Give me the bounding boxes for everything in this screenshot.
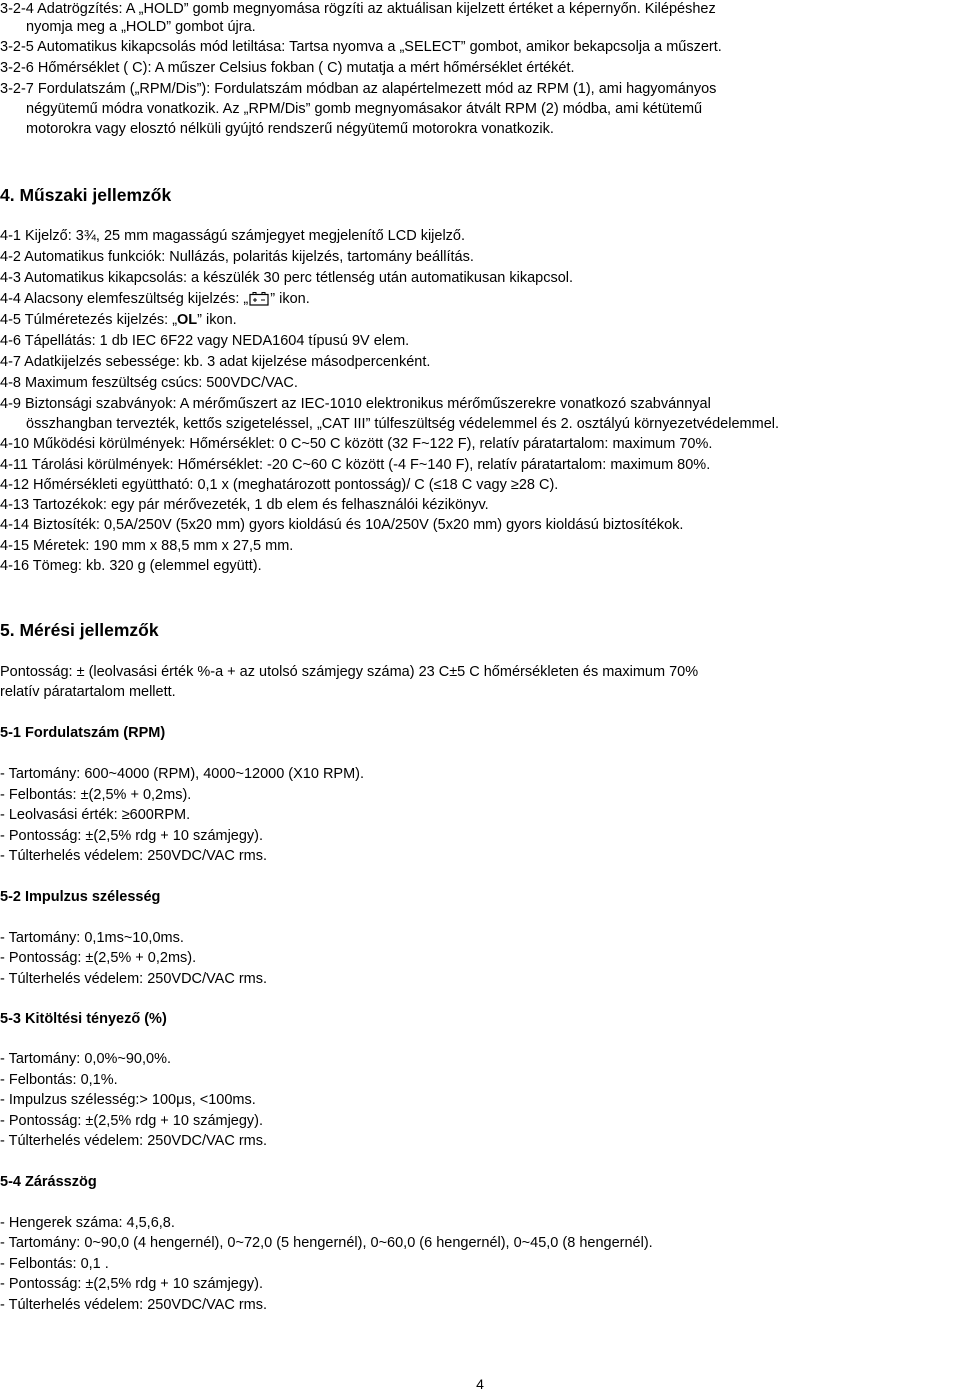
- list-item: - Felbontás: 0,1 .: [0, 1256, 109, 1272]
- para-3-2-6: 3-2-6 Hőmérséklet ( C): A műszer Celsius fokban ( C) mutatja a mért hőmérséklet értékét.: [0, 60, 575, 76]
- para-3-2-5: 3-2-5 Automatikus kikapcsolás mód letiltása: Tartsa nyomva a „SELECT” gombot, amikor bekapcsolja a műszert.: [0, 39, 722, 55]
- spec-4-4: [0, 290, 310, 308]
- spec-4-1: 4-1 Kijelző: 3¾, 25 mm magasságú számjegyet megjelenítő LCD kijelző.: [0, 228, 466, 244]
- list-item: - Felbontás: ±(2,5% + 0,2ms).: [0, 787, 192, 803]
- list-item: - Túlterhelés védelem: 250VDC/VAC rms.: [0, 1297, 268, 1313]
- spec-4-5-suffix: ” ikon.: [197, 312, 237, 328]
- para-3-2-7: 3-2-7 Fordulatszám („RPM/Dis”): Fordulatszám módban az alapértelmezett mód az RPM (1), ami hagyományos: [0, 81, 717, 97]
- spec-4-6: 4-6 Tápellátás: 1 db IEC 6F22 vagy NEDA1604 típusú 9V elem.: [0, 333, 410, 349]
- overload-label: OL: [177, 312, 198, 328]
- spec-4-5-text: 4-5 Túlméretezés kijelzés: „: [0, 312, 178, 328]
- low-battery-icon: [249, 292, 269, 305]
- accuracy-line-1: Pontosság: ± (leolvasási érték %-a + az utolsó számjegy száma) 23 C±5 C hőmérsékleten és maximum 70%: [0, 664, 699, 680]
- page-number: 4: [476, 1376, 484, 1392]
- list-item: - Pontosság: ±(2,5% rdg + 10 számjegy).: [0, 1113, 264, 1129]
- spec-4-9-cont: összhangban tervezték, kettős szigeteléssel, „CAT III” túlfeszültség védelemmel és 2. osztályú környezetvédelemmel.: [26, 416, 780, 432]
- spec-4-13: 4-13 Tartozékok: egy pár mérővezeték, 1 db elem és felhasználói kézikönyv.: [0, 497, 489, 513]
- spec-4-9: 4-9 Biztonsági szabványok: A mérőműszert az IEC-1010 elektronikus mérőműszerekre vonatkozó szabvánnyal: [0, 396, 711, 412]
- list-item: - Impulzus szélesség:> 100μs, <100ms.: [0, 1092, 256, 1108]
- spec-4-8: 4-8 Maximum feszültség csúcs: 500VDC/VAC.: [0, 375, 298, 391]
- subsection-5-4-title: 5-4 Zárásszög: [0, 1174, 97, 1190]
- list-item: - Hengerek száma: 4,5,6,8.: [0, 1215, 175, 1231]
- list-item: - Tartomány: 0,0%~90,0%.: [0, 1051, 172, 1067]
- list-item: - Pontosság: ±(2,5% + 0,2ms).: [0, 950, 197, 966]
- list-item: - Pontosság: ±(2,5% rdg + 10 számjegy).: [0, 1276, 264, 1292]
- section-4-heading: 4. Műszaki jellemzők: [0, 185, 172, 205]
- spec-4-12: 4-12 Hőmérsékleti együttható: 0,1 x (meghatározott pontosság)/ C (≤18 C vagy ≥28 C).: [0, 477, 559, 493]
- spec-4-2: 4-2 Automatikus funkciók: Nullázás, polaritás kijelzés, tartomány beállítás.: [0, 249, 474, 265]
- para-3-2-4: 3-2-4 Adatrögzítés: A „HOLD” gomb megnyomása rögzíti az aktuálisan kijelzett értéket a képernyőn. Kilépéshez: [0, 1, 716, 17]
- spec-4-14: 4-14 Biztosíték: 0,5A/250V (5x20 mm) gyors kioldású és 10A/250V (5x20 mm) gyors kioldású biztosítékok.: [0, 517, 684, 533]
- subsection-5-3-title: 5-3 Kitöltési tényező (%): [0, 1011, 167, 1027]
- spec-4-4-text: 4-4 Alacsony elemfeszültség kijelzés: „: [0, 291, 249, 307]
- accuracy-line-2: relatív páratartalom mellett.: [0, 684, 176, 700]
- spec-4-5: [0, 311, 237, 329]
- subsection-5-2-title: 5-2 Impulzus szélesség: [0, 889, 161, 905]
- spec-4-4-suffix: ” ikon.: [270, 291, 310, 307]
- list-item: - Felbontás: 0,1%.: [0, 1072, 118, 1088]
- spec-4-11: 4-11 Tárolási körülmények: Hőmérséklet: -20 C~60 C között (-4 F~140 F), relatív páratartalom: maximum 80%.: [0, 457, 711, 473]
- subsection-5-1-title: 5-1 Fordulatszám (RPM): [0, 725, 166, 741]
- spec-4-10: 4-10 Működési körülmények: Hőmérséklet: 0 C~50 C között (32 F~122 F), relatív páratartalom: maximum 70%.: [0, 436, 713, 452]
- list-item: - Túlterhelés védelem: 250VDC/VAC rms.: [0, 971, 268, 987]
- spec-4-7: 4-7 Adatkijelzés sebessége: kb. 3 adat kijelzése másodpercenként.: [0, 354, 431, 370]
- list-item: - Leolvasási érték: ≥600RPM.: [0, 807, 191, 823]
- section-5-heading: 5. Mérési jellemzők: [0, 620, 159, 640]
- list-item: - Tartomány: 0~90,0 (4 hengernél), 0~72,0 (5 hengernél), 0~60,0 (6 hengernél), 0~45,0 (8 hengernél).: [0, 1235, 653, 1251]
- spec-4-16: 4-16 Tömeg: kb. 320 g (elemmel együtt).: [0, 558, 262, 574]
- list-item: - Pontosság: ±(2,5% rdg + 10 számjegy).: [0, 828, 264, 844]
- para-3-2-4-cont: nyomja meg a „HOLD” gombot újra.: [26, 19, 256, 35]
- para-3-2-7-cont2: motorokra vagy elosztó nélküli gyújtó rendszerű négyütemű motorokra vonatkozik.: [26, 121, 554, 137]
- list-item: - Tartomány: 600~4000 (RPM), 4000~12000 (X10 RPM).: [0, 766, 365, 782]
- para-3-2-7-cont1: négyütemű módra vonatkozik. Az „RPM/Dis” gomb megnyomásakor átvált RPM (2) módba, ami kétütemű: [26, 101, 703, 117]
- list-item: - Túlterhelés védelem: 250VDC/VAC rms.: [0, 1133, 268, 1149]
- spec-4-15: 4-15 Méretek: 190 mm x 88,5 mm x 27,5 mm.: [0, 538, 294, 554]
- list-item: - Tartomány: 0,1ms~10,0ms.: [0, 930, 184, 946]
- list-item: - Túlterhelés védelem: 250VDC/VAC rms.: [0, 848, 268, 864]
- spec-4-3: 4-3 Automatikus kikapcsolás: a készülék 30 perc tétlenség után automatikusan kikapcsol.: [0, 270, 574, 286]
